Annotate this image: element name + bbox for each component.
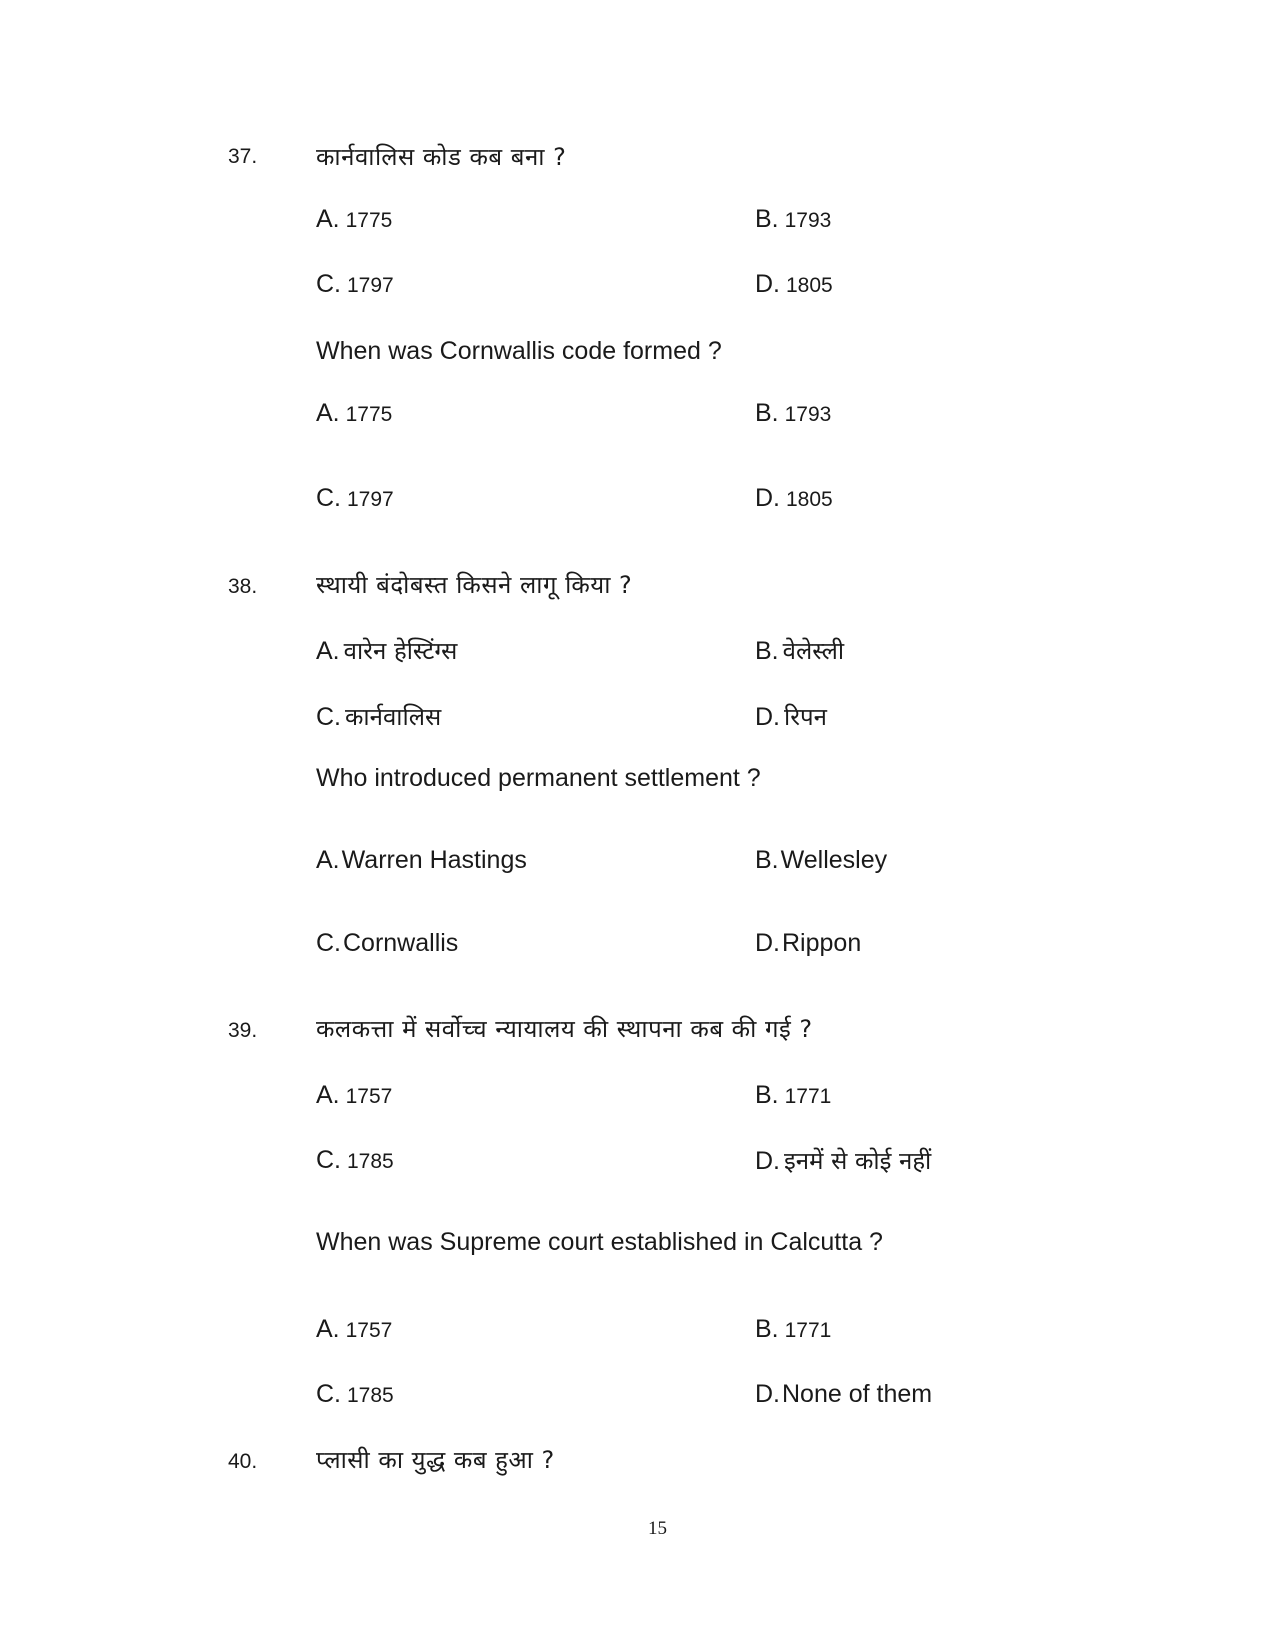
option-letter: B.	[755, 1315, 779, 1343]
option-value: 1797	[347, 274, 394, 297]
option-value: Warren Hastings	[341, 846, 527, 874]
option-value: Wellesley	[780, 846, 888, 874]
option-letter: A.	[316, 1315, 340, 1343]
option-letter: C.	[316, 1146, 341, 1174]
option-value: None of them	[782, 1380, 933, 1408]
question-text-english: When was Cornwallis code formed ?	[316, 337, 722, 365]
option-d	[755, 1380, 932, 1409]
option-letter: C.	[316, 484, 341, 512]
question-text-hindi: स्थायी बंदोबस्त किसने लागू किया ?	[316, 571, 633, 599]
option-letter: B.	[755, 637, 779, 665]
option-b	[755, 846, 887, 875]
question-text-hindi: कार्नवालिस कोड कब बना ?	[316, 143, 567, 171]
option-letter: D.	[755, 1147, 780, 1175]
option-value: 1797	[347, 488, 394, 511]
option-a	[316, 634, 457, 667]
option-b	[755, 634, 844, 667]
option-value: 1757	[345, 1085, 393, 1108]
option-c	[316, 929, 458, 958]
option-letter: C.	[316, 929, 341, 957]
option-value: रिपन	[784, 703, 827, 731]
option-d	[755, 1144, 931, 1177]
option-a	[316, 205, 392, 234]
option-letter: A.	[316, 399, 340, 427]
question-text-hindi: प्लासी का युद्ध कब हुआ ?	[316, 1446, 555, 1474]
question-text-hindi: कलकत्ता में सर्वोच्च न्यायालय की स्थापना कब की गई ?	[316, 1015, 813, 1043]
option-letter: A.	[316, 637, 340, 665]
option-value: वारेन हेस्टिंग्स	[343, 637, 458, 665]
option-letter: C.	[316, 270, 341, 298]
option-a	[316, 846, 527, 875]
option-b	[755, 205, 831, 234]
option-a	[316, 1315, 392, 1344]
question-number: 39.	[228, 1019, 258, 1042]
option-value: वेलेस्ली	[782, 637, 845, 665]
page-number: 15	[648, 1518, 667, 1539]
option-value: 1793	[784, 209, 832, 232]
option-letter: D.	[755, 270, 780, 298]
option-letter: C.	[316, 703, 341, 731]
question-number: 40.	[228, 1450, 258, 1473]
option-d	[755, 700, 827, 733]
option-d	[755, 929, 861, 958]
option-c	[316, 270, 394, 299]
option-letter: D.	[755, 703, 780, 731]
option-c	[316, 1380, 394, 1409]
option-c	[316, 1146, 394, 1175]
option-a	[316, 1081, 392, 1110]
option-letter: D.	[755, 1380, 780, 1408]
option-letter: A.	[316, 846, 340, 874]
option-b	[755, 399, 831, 428]
option-value: 1785	[347, 1384, 394, 1407]
option-letter: B.	[755, 399, 779, 427]
option-value: कार्नवालिस	[345, 703, 442, 731]
option-a	[316, 399, 392, 428]
option-value: 1771	[784, 1085, 832, 1108]
option-letter: B.	[755, 205, 779, 233]
option-value: 1805	[786, 488, 833, 511]
option-letter: A.	[316, 205, 340, 233]
option-value: 1793	[784, 403, 832, 426]
option-value: 1771	[784, 1319, 832, 1342]
option-c	[316, 484, 394, 513]
option-value: 1805	[786, 274, 833, 297]
option-value: 1785	[347, 1150, 394, 1173]
option-value: इनमें से कोई नहीं	[784, 1147, 932, 1175]
option-value: 1775	[345, 209, 393, 232]
option-d	[755, 270, 833, 299]
option-b	[755, 1315, 831, 1344]
option-value: 1757	[345, 1319, 393, 1342]
option-d	[755, 484, 833, 513]
option-letter: C.	[316, 1380, 341, 1408]
option-c	[316, 700, 441, 733]
option-value: Cornwallis	[343, 929, 459, 957]
question-number: 38.	[228, 575, 258, 598]
option-b	[755, 1081, 831, 1110]
option-value: Rippon	[782, 929, 862, 957]
option-letter: D.	[755, 484, 780, 512]
option-value: 1775	[345, 403, 393, 426]
option-letter: B.	[755, 1081, 779, 1109]
option-letter: B.	[755, 846, 779, 874]
question-number: 37.	[228, 145, 258, 168]
option-letter: D.	[755, 929, 780, 957]
question-text-english: Who introduced permanent settlement ?	[316, 764, 761, 792]
question-text-english: When was Supreme court established in Calcutta ?	[316, 1228, 883, 1256]
option-letter: A.	[316, 1081, 340, 1109]
